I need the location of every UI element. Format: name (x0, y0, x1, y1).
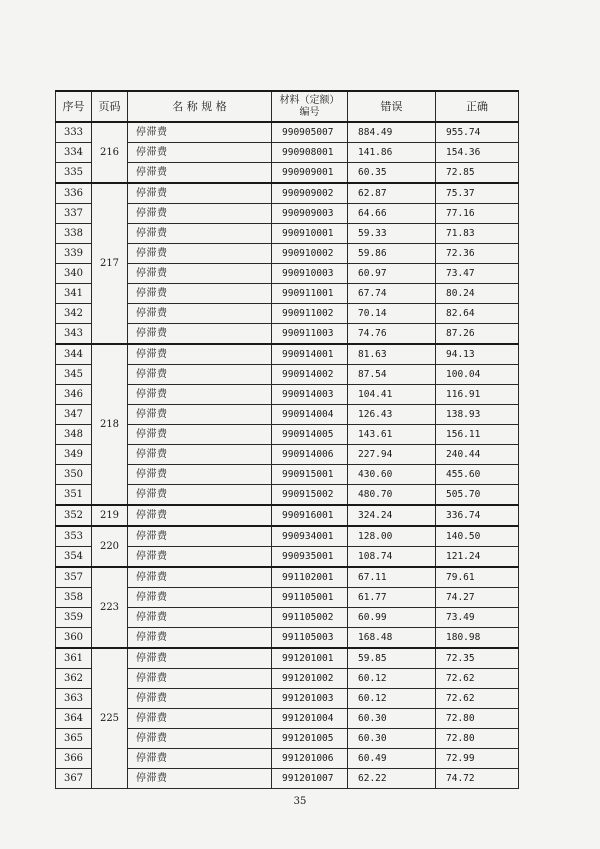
cell-correct: 121.24 (436, 547, 519, 568)
table-row (56, 567, 519, 588)
cell-page: 220 (92, 526, 128, 567)
cell-wrong: 60.49 (348, 749, 436, 769)
cell-code: 991201004 (272, 709, 348, 729)
cell-name: 停滞费 (128, 749, 272, 769)
cell-correct: 100.04 (436, 365, 519, 385)
cell-name: 停滞费 (128, 264, 272, 284)
cell-seq: 340 (56, 264, 92, 284)
cell-seq: 359 (56, 608, 92, 628)
cell-wrong: 67.74 (348, 284, 436, 304)
cell-correct: 505.70 (436, 485, 519, 506)
cell-wrong: 480.70 (348, 485, 436, 506)
cell-seq: 357 (56, 567, 92, 588)
cell-wrong: 60.30 (348, 729, 436, 749)
cell-wrong: 60.97 (348, 264, 436, 284)
cell-name: 停滞费 (128, 344, 272, 365)
cell-code: 990915002 (272, 485, 348, 506)
cell-name: 停滞费 (128, 547, 272, 568)
cell-correct: 75.37 (436, 183, 519, 204)
cell-seq: 341 (56, 284, 92, 304)
cell-wrong: 141.86 (348, 143, 436, 163)
cell-seq: 350 (56, 465, 92, 485)
cell-name: 停滞费 (128, 304, 272, 324)
cell-seq: 344 (56, 344, 92, 365)
cell-name: 停滞费 (128, 284, 272, 304)
cell-seq: 362 (56, 669, 92, 689)
cell-correct: 138.93 (436, 405, 519, 425)
cell-correct: 140.50 (436, 526, 519, 547)
header-name-spec: 名 称 规 格 (128, 91, 272, 122)
cell-wrong: 60.30 (348, 709, 436, 729)
cell-code: 990911003 (272, 324, 348, 345)
cell-wrong: 884.49 (348, 122, 436, 143)
cell-name: 停滞费 (128, 324, 272, 345)
cell-code: 990910002 (272, 244, 348, 264)
cell-seq: 345 (56, 365, 92, 385)
cell-correct: 73.49 (436, 608, 519, 628)
cell-seq: 342 (56, 304, 92, 324)
cell-name: 停滞费 (128, 608, 272, 628)
cell-page: 225 (92, 648, 128, 789)
table-row (56, 505, 519, 526)
cell-seq: 333 (56, 122, 92, 143)
cell-wrong: 74.76 (348, 324, 436, 345)
cell-code: 990916001 (272, 505, 348, 526)
header-material-code (272, 91, 348, 122)
cell-name: 停滞费 (128, 588, 272, 608)
cell-wrong: 59.33 (348, 224, 436, 244)
cell-code: 990909002 (272, 183, 348, 204)
cell-name: 停滞费 (128, 628, 272, 649)
cell-wrong: 67.11 (348, 567, 436, 588)
table-body (56, 122, 519, 789)
cell-correct: 72.85 (436, 163, 519, 184)
cell-code: 990910001 (272, 224, 348, 244)
cell-seq: 367 (56, 769, 92, 789)
cell-code: 991105001 (272, 588, 348, 608)
cell-correct: 87.26 (436, 324, 519, 345)
cell-code: 990934001 (272, 526, 348, 547)
cell-name: 停滞费 (128, 204, 272, 224)
cell-name: 停滞费 (128, 709, 272, 729)
cell-seq: 360 (56, 628, 92, 649)
header-seq: 序号 (56, 91, 92, 122)
cell-name: 停滞费 (128, 505, 272, 526)
cell-name: 停滞费 (128, 526, 272, 547)
cell-code: 990908001 (272, 143, 348, 163)
cell-seq: 343 (56, 324, 92, 345)
header-material-code-line1: 材料（定额） (279, 94, 340, 106)
cell-code: 991201005 (272, 729, 348, 749)
cell-wrong: 60.99 (348, 608, 436, 628)
cell-wrong: 60.12 (348, 669, 436, 689)
cell-seq: 337 (56, 204, 92, 224)
cell-wrong: 168.48 (348, 628, 436, 649)
cell-seq: 346 (56, 385, 92, 405)
cell-seq: 364 (56, 709, 92, 729)
cell-name: 停滞费 (128, 405, 272, 425)
cell-correct: 71.83 (436, 224, 519, 244)
table-row (56, 526, 519, 547)
cell-name: 停滞费 (128, 224, 272, 244)
cell-seq: 338 (56, 224, 92, 244)
cell-correct: 74.72 (436, 769, 519, 789)
cell-wrong: 87.54 (348, 365, 436, 385)
cell-seq: 363 (56, 689, 92, 709)
cell-correct: 72.36 (436, 244, 519, 264)
cell-seq: 351 (56, 485, 92, 506)
cell-correct: 240.44 (436, 445, 519, 465)
cell-page: 217 (92, 183, 128, 344)
cell-correct: 72.62 (436, 669, 519, 689)
cell-name: 停滞费 (128, 465, 272, 485)
cell-correct: 116.91 (436, 385, 519, 405)
cell-page: 223 (92, 567, 128, 648)
cell-name: 停滞费 (128, 769, 272, 789)
cell-correct: 455.60 (436, 465, 519, 485)
cell-correct: 154.36 (436, 143, 519, 163)
cell-code: 991201001 (272, 648, 348, 669)
cell-correct: 72.80 (436, 729, 519, 749)
cell-correct: 72.80 (436, 709, 519, 729)
cell-name: 停滞费 (128, 689, 272, 709)
cell-wrong: 126.43 (348, 405, 436, 425)
cell-code: 990910003 (272, 264, 348, 284)
cell-correct: 80.24 (436, 284, 519, 304)
cell-code: 991102001 (272, 567, 348, 588)
cell-code: 991201002 (272, 669, 348, 689)
cell-seq: 361 (56, 648, 92, 669)
cell-code: 990914005 (272, 425, 348, 445)
cell-wrong: 62.87 (348, 183, 436, 204)
cell-wrong: 108.74 (348, 547, 436, 568)
cell-code: 990909001 (272, 163, 348, 184)
cell-correct: 336.74 (436, 505, 519, 526)
cell-correct: 73.47 (436, 264, 519, 284)
cell-name: 停滞费 (128, 485, 272, 506)
header-correct: 正确 (436, 91, 519, 122)
cell-code: 990914004 (272, 405, 348, 425)
cell-code: 990914006 (272, 445, 348, 465)
cell-wrong: 60.12 (348, 689, 436, 709)
cell-code: 991201003 (272, 689, 348, 709)
cell-seq: 365 (56, 729, 92, 749)
cell-page: 218 (92, 344, 128, 505)
cell-name: 停滞费 (128, 729, 272, 749)
cell-seq: 352 (56, 505, 92, 526)
cell-code: 990915001 (272, 465, 348, 485)
cell-name: 停滞费 (128, 163, 272, 184)
cell-wrong: 430.60 (348, 465, 436, 485)
cell-name: 停滞费 (128, 445, 272, 465)
cell-correct: 82.64 (436, 304, 519, 324)
cell-wrong: 70.14 (348, 304, 436, 324)
cell-wrong: 64.66 (348, 204, 436, 224)
cell-name: 停滞费 (128, 143, 272, 163)
cell-code: 990914002 (272, 365, 348, 385)
cell-seq: 366 (56, 749, 92, 769)
cell-wrong: 143.61 (348, 425, 436, 445)
table-row (56, 648, 519, 669)
cell-seq: 347 (56, 405, 92, 425)
cell-name: 停滞费 (128, 425, 272, 445)
cell-code: 990914003 (272, 385, 348, 405)
cell-name: 停滞费 (128, 669, 272, 689)
cell-correct: 94.13 (436, 344, 519, 365)
cell-correct: 156.11 (436, 425, 519, 445)
cell-correct: 72.99 (436, 749, 519, 769)
cell-correct: 72.62 (436, 689, 519, 709)
cell-name: 停滞费 (128, 567, 272, 588)
cell-code: 990911001 (272, 284, 348, 304)
cell-code: 990935001 (272, 547, 348, 568)
cell-name: 停滞费 (128, 385, 272, 405)
table-header-row (56, 91, 519, 122)
cell-wrong: 61.77 (348, 588, 436, 608)
cell-code: 991201006 (272, 749, 348, 769)
cell-name: 停滞费 (128, 648, 272, 669)
cell-seq: 354 (56, 547, 92, 568)
cell-wrong: 62.22 (348, 769, 436, 789)
cell-code: 990909003 (272, 204, 348, 224)
cell-page: 219 (92, 505, 128, 526)
cell-page: 216 (92, 122, 128, 183)
cell-seq: 358 (56, 588, 92, 608)
header-wrong: 错误 (348, 91, 436, 122)
cell-wrong: 104.41 (348, 385, 436, 405)
cell-seq: 335 (56, 163, 92, 184)
cell-correct: 79.61 (436, 567, 519, 588)
cell-correct: 74.27 (436, 588, 519, 608)
cell-code: 990914001 (272, 344, 348, 365)
cell-wrong: 60.35 (348, 163, 436, 184)
cell-seq: 336 (56, 183, 92, 204)
cell-name: 停滞费 (128, 183, 272, 204)
header-page: 页码 (92, 91, 128, 122)
errata-table (55, 90, 519, 789)
cell-seq: 348 (56, 425, 92, 445)
cell-wrong: 81.63 (348, 344, 436, 365)
table-row (56, 183, 519, 204)
cell-code: 991201007 (272, 769, 348, 789)
cell-code: 990911002 (272, 304, 348, 324)
cell-correct: 72.35 (436, 648, 519, 669)
table-row (56, 122, 519, 143)
cell-seq: 353 (56, 526, 92, 547)
cell-wrong: 227.94 (348, 445, 436, 465)
cell-seq: 339 (56, 244, 92, 264)
page-number: 35 (293, 796, 307, 807)
cell-name: 停滞费 (128, 244, 272, 264)
cell-correct: 77.16 (436, 204, 519, 224)
cell-name: 停滞费 (128, 122, 272, 143)
cell-code: 990905007 (272, 122, 348, 143)
cell-wrong: 59.86 (348, 244, 436, 264)
cell-correct: 955.74 (436, 122, 519, 143)
cell-wrong: 128.00 (348, 526, 436, 547)
cell-code: 991105003 (272, 628, 348, 649)
cell-wrong: 324.24 (348, 505, 436, 526)
cell-seq: 349 (56, 445, 92, 465)
cell-seq: 334 (56, 143, 92, 163)
cell-name: 停滞费 (128, 365, 272, 385)
cell-code: 991105002 (272, 608, 348, 628)
header-material-code-line2: 编号 (299, 106, 320, 118)
table-row (56, 344, 519, 365)
cell-correct: 180.98 (436, 628, 519, 649)
cell-wrong: 59.85 (348, 648, 436, 669)
